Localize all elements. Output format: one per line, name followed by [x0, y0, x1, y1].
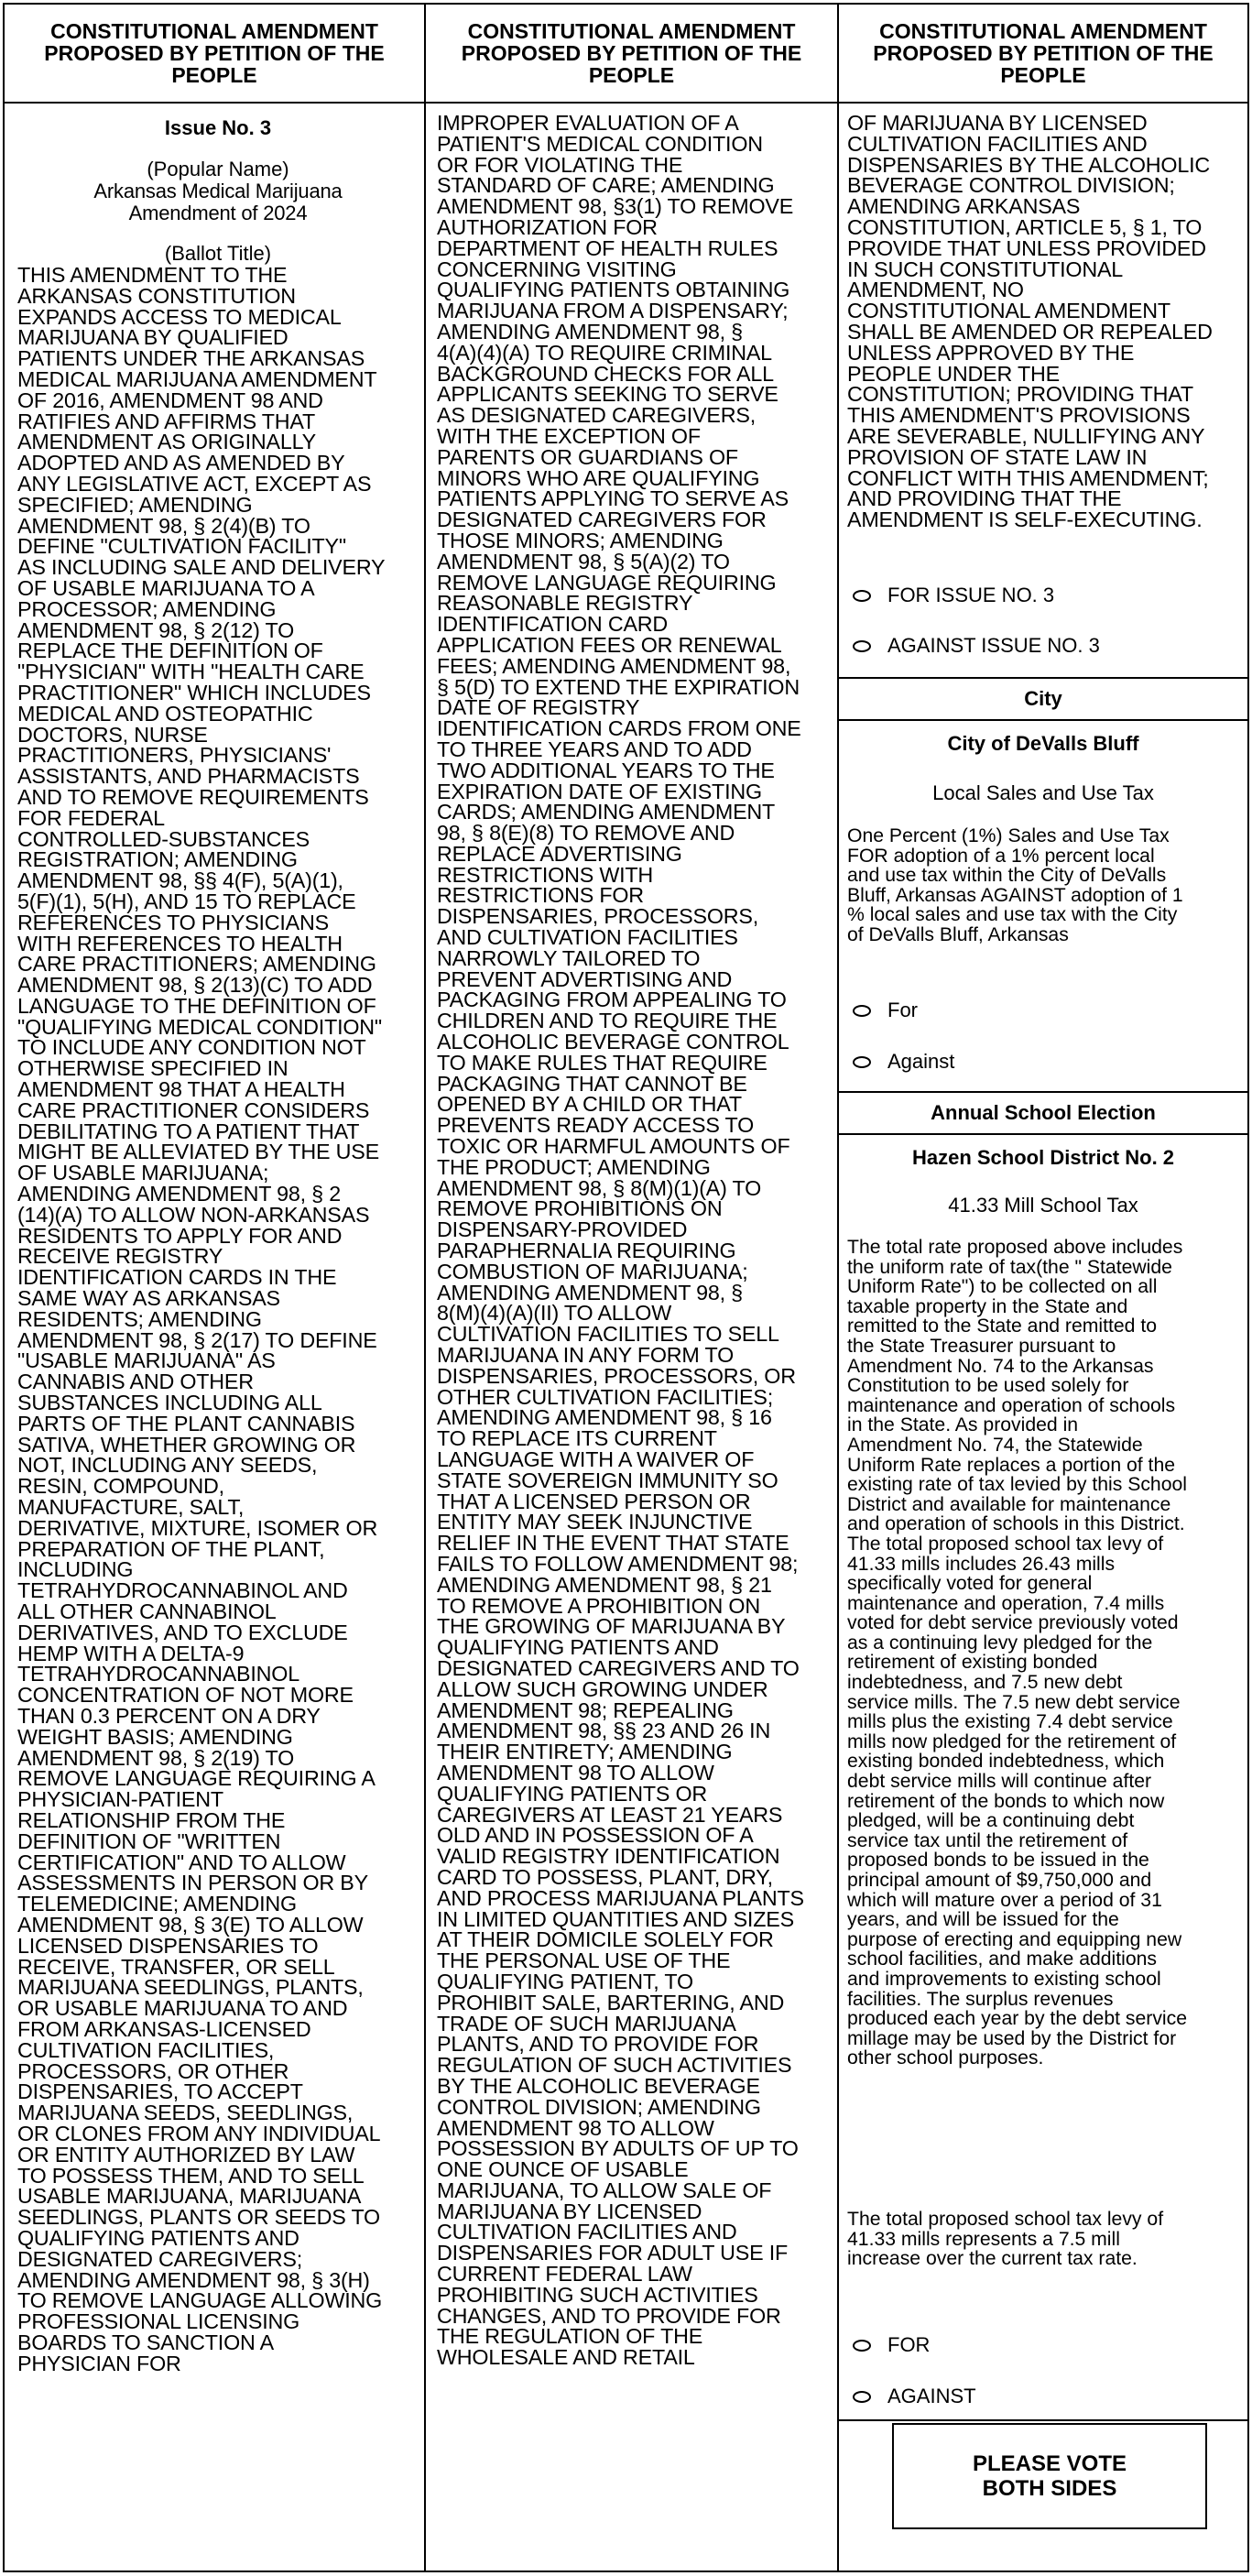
section-header-school: Annual School Election — [839, 1091, 1247, 1135]
option-against-school-tax[interactable] — [853, 2385, 976, 2408]
ballot-page — [3, 3, 1249, 2572]
popular-name: Arkansas Medical Marijuana Amendment of 2024 — [93, 180, 343, 224]
contest-name-school: Hazen School District No. 2 — [911, 1146, 1175, 1169]
section-header-city: City — [839, 677, 1247, 721]
issue-number: Issue No. 3 — [164, 116, 272, 139]
option-for-issue-3[interactable] — [853, 584, 1054, 607]
school-tax-description: The total rate proposed above includes the uniform rate of tax(the " Statewide Uniform Rate") to be collected on all taxable property in the State and remitted to the State and remitted to the State Treasurer pursuant to Amendment No. 74 to the Arkansas Constitution to be used solely for maintenance and operation of schools in the State. As provided in Amendment No. 74, the Statewide Uniform Rate replaces a portion of the existing rate of tax levied by this School District and available for maintenance and operation of schools in this District. The total proposed school tax levy of 41.33 mills includes 26.43 mills specifically voted for general maintenance and operation, 7.4 mills voted for debt service previously voted as a continuing levy pledged for the retirement of existing bonded indebtedness, and 7.5 new debt service mills. The 7.5 new debt service mills plus the existing 7.4 debt service mills now pledged for the retirement of existing bonded indebtedness, which debt service mills will continue after retirement of the bonds to which now pledged, will be a continuing debt service tax until the retirement of proposed bonds to be issued in the principal amount of $9,750,000 and which will mature over a period of 31 years, and will be issued for the purpose of erecting and equipping new school facilities, and make additions and improvements to existing school facilities. The surplus revenues produced each year by the debt service millage may be used by the District for other school purposes. — [847, 1237, 1188, 2069]
option-label: AGAINST ISSUE NO. 3 — [887, 634, 1100, 657]
option-against-city-tax[interactable] — [853, 1050, 954, 1074]
radio-oval-icon[interactable] — [853, 2340, 871, 2352]
divider — [839, 2419, 1247, 2421]
column-3 — [839, 5, 1247, 2571]
ballot-title-text-part3: OF MARIJUANA BY LICENSED CULTIVATION FACILITIES AND DISPENSARIES BY THE ALCOHOLIC BEVERAGE CONTROL DIVISION; AMENDING ARKANSAS CONSTITUTION, ARTICLE 5, § 1, TO PROVIDE THAT UNLESS PROVIDED IN SUCH CONSTITUTIONAL AMENDMENT, NO CONSTITUTIONAL AMENDMENT SHALL BE AMENDED OR REPEALED UNLESS APPROVED BY THE PEOPLE UNDER THE CONSTITUTION; PROVIDING THAT THIS AMENDMENT'S PROVISIONS ARE SEVERABLE, NULLIFYING ANY PROVISION OF STATE LAW IN CONFLICT WITH THIS AMENDMENT; AND PROVIDING THAT THE AMENDMENT IS SELF-EXECUTING. — [847, 111, 1213, 532]
radio-oval-icon[interactable] — [853, 640, 871, 652]
option-label: FOR ISSUE NO. 3 — [887, 584, 1055, 606]
school-tax-summary: The total proposed school tax levy of 41.33 mills represents a 7.5 mill increase over the current tax rate. — [847, 2209, 1164, 2270]
column-header: CONSTITUTIONAL AMENDMENT PROPOSED BY PETITION OF THE PEOPLE — [5, 5, 424, 104]
please-vote-both-sides-box: PLEASE VOTE BOTH SIDES — [892, 2423, 1207, 2529]
city-tax-description: One Percent (1%) Sales and Use Tax FOR adoption of a 1% percent local and use tax within the City of DeValls Bluff, Arkansas AGAINST adoption of 1 % local sales and use tax with the City of DeValls Bluff, Arkansas — [847, 825, 1183, 945]
ballot-title-label: (Ballot Title) — [164, 242, 272, 265]
contest-subtitle-school: 41.33 Mill School Tax — [948, 1194, 1138, 1217]
option-for-school-tax[interactable] — [853, 2333, 930, 2357]
radio-oval-icon[interactable] — [853, 1056, 871, 1068]
option-label: AGAINST — [887, 2385, 976, 2407]
ballot-title-text-part1: THIS AMENDMENT TO THE ARKANSAS CONSTITUTION EXPANDS ACCESS TO MEDICAL MARIJUANA BY QUALIFIED PATIENTS UNDER THE ARKANSAS MEDICAL MARIJUANA AMENDMENT OF 2016, AMENDMENT 98 AND RATIFIES AND AFFIRMS THAT AMENDMENT AS ORIGINALLY ADOPTED AND AS AMENDED BY ANY LEGISLATIVE ACT, EXCEPT AS SPECIFIED; AMENDING AMENDMENT 98, § 2(4)(B) TO DEFINE "CULTIVATION FACILITY" AS INCLUDING SALE AND DELIVERY OF USABLE MARIJUANA TO A PROCESSOR; AMENDING AMENDMENT 98, § 2(12) TO REPLACE THE DEFINITION OF "PHYSICIAN" WITH "HEALTH CARE PRACTITIONER" WHICH INCLUDES MEDICAL AND OSTEOPATHIC DOCTORS, NURSE PRACTITIONERS, PHYSICIANS' ASSISTANTS, AND PHARMACISTS AND TO REMOVE REQUIREMENTS FOR FEDERAL CONTROLLED-SUBSTANCES REGISTRATION; AMENDING AMENDMENT 98, §§ 4(F), 5(A)(1), 5(F)(1), 5(H), AND 15 TO REPLACE REFERENCES TO PHYSICIANS WITH REFERENCES TO HEALTH CARE PRACTITIONERS; AMENDING AMENDMENT 98, § 2(13)(C) TO ADD LANGUAGE TO THE DEFINITION OF "QUALIFYING MEDICAL CONDITION" TO INCLUDE ANY CONDITION NOT OTHERWISE SPECIFIED IN AMENDMENT 98 THAT A HEALTH CARE PRACTITIONER CONSIDERS DEBILITATING TO A PATIENT THAT MIGHT BE ALLEVIATED BY THE USE OF USABLE MARIJUANA; AMENDING AMENDMENT 98, § 2 (14)(A) TO ALLOW NON-ARKANSAS RESIDENTS TO APPLY FOR AND RECEIVE REGISTRY IDENTIFICATION CARDS IN THE SAME WAY AS ARKANSAS RESIDENTS; AMENDING AMENDMENT 98, § 2(17) TO DEFINE "USABLE MARIJUANA" AS CANNABIS AND OTHER SUBSTANCES INCLUDING ALL PARTS OF THE PLANT CANNABIS SATIVA, WHETHER GROWING OR NOT, INCLUDING ANY SEEDS, RESIN, COMPOUND, MANUFACTURE, SALT, DERIVATIVE, MIXTURE, ISOMER OR PREPARATION OF THE PLANT, INCLUDING TETRAHYDROCANNABINOL AND ALL OTHER CANNABINOL DERIVATIVES, AND TO EXCLUDE HEMP WITH A DELTA-9 TETRAHYDROCANNABINOL CONCENTRATION OF NOT MORE THAN 0.3 PERCENT ON A DRY WEIGHT BASIS; AMENDING AMENDMENT 98, § 2(19) TO REMOVE LANGUAGE REQUIRING A PHYSICIAN-PATIENT RELATIONSHIP FROM THE DEFINITION OF "WRITTEN CERTIFICATION" AND TO ALLOW ASSESSMENTS IN PERSON OR BY TELEMEDICINE; AMENDING AMENDMENT 98, § 3(E) TO ALLOW LICENSED DISPENSARIES TO RECEIVE, TRANSFER, OR SELL MARIJUANA SEEDLINGS, PLANTS, OR USABLE MARIJUANA TO AND FROM ARKANSAS-LICENSED CULTIVATION FACILITIES, PROCESSORS, OR OTHER DISPENSARIES, TO ACCEPT MARIJUANA SEEDS, SEEDLINGS, OR CLONES FROM ANY INDIVIDUAL OR ENTITY AUTHORIZED BY LAW TO POSSESS THEM, AND TO SELL USABLE MARIJUANA, MARIJUANA SEEDLINGS, PLANTS OR SEEDS TO QUALIFYING PATIENTS AND DESIGNATED CAREGIVERS; AMENDING AMENDMENT 98, § 3(H) TO REMOVE LANGUAGE ALLOWING PROFESSIONAL LICENSING BOARDS TO SANCTION A PHYSICIAN FOR — [17, 263, 386, 2375]
option-label: FOR — [887, 2333, 931, 2356]
column-header: CONSTITUTIONAL AMENDMENT PROPOSED BY PETITION OF THE PEOPLE — [426, 5, 837, 104]
radio-oval-icon[interactable] — [853, 2391, 871, 2403]
radio-oval-icon[interactable] — [853, 590, 871, 602]
column-header: CONSTITUTIONAL AMENDMENT PROPOSED BY PETITION OF THE PEOPLE — [839, 5, 1247, 104]
column-1 — [5, 5, 426, 2571]
option-label: For — [887, 999, 918, 1021]
radio-oval-icon[interactable] — [853, 1005, 871, 1017]
option-for-city-tax[interactable] — [853, 999, 918, 1022]
option-against-issue-3[interactable] — [853, 634, 1100, 658]
popular-name-label: (Popular Name) — [147, 158, 289, 180]
option-label: Against — [887, 1050, 955, 1073]
contest-name-city: City of DeValls Bluff — [947, 732, 1139, 755]
column-2 — [426, 5, 839, 2571]
ballot-title-text-part2: IMPROPER EVALUATION OF A PATIENT'S MEDICAL CONDITION OR FOR VIOLATING THE STANDARD OF CARE; AMENDING AMENDMENT 98, §3(1) TO REMOVE AUTHORIZATION FOR DEPARTMENT OF HEALTH RULES CONCERNING VISITING QUALIFYING PATIENTS OBTAINING MARIJUANA FROM A DISPENSARY; AMENDING AMENDMENT 98, § 4(A)(4)(A) TO REQUIRE CRIMINAL BACKGROUND CHECKS FOR ALL APPLICANTS SEEKING TO SERVE AS DESIGNATED CAREGIVERS, WITH THE EXCEPTION OF PARENTS OR GUARDIANS OF MINORS WHO ARE QUALIFYING PATIENTS APPLYING TO SERVE AS DESIGNATED CAREGIVERS FOR THOSE MINORS; AMENDING AMENDMENT 98, § 5(A)(2) TO REMOVE LANGUAGE REQUIRING REASONABLE REGISTRY IDENTIFICATION CARD APPLICATION FEES OR RENEWAL FEES; AMENDING AMENDMENT 98, § 5(D) TO EXTEND THE EXPIRATION DATE OF REGISTRY IDENTIFICATION CARDS FROM ONE TO THREE YEARS AND TO ADD TWO ADDITIONAL YEARS TO THE EXPIRATION DATE OF EXISTING CARDS; AMENDING AMENDMENT 98, § 8(E)(8) TO REMOVE AND REPLACE ADVERTISING RESTRICTIONS WITH RESTRICTIONS FOR DISPENSARIES, PROCESSORS, AND CULTIVATION FACILITIES NARROWLY TAILORED TO PREVENT ADVERTISING AND PACKAGING FROM APPEALING TO CHILDREN AND TO REQUIRE THE ALCOHOLIC BEVERAGE CONTROL TO MAKE RULES THAT REQUIRE PACKAGING THAT CANNOT BE OPENED BY A CHILD OR THAT PREVENTS READY ACCESS TO TOXIC OR HARMFUL AMOUNTS OF THE PRODUCT; AMENDING AMENDMENT 98, § 8(M)(1)(A) TO REMOVE PROHIBITIONS ON DISPENSARY-PROVIDED PARAPHERNALIA REQUIRING COMBUSTION OF MARIJUANA; AMENDING AMENDMENT 98, § 8(M)(4)(A)(II) TO ALLOW CULTIVATION FACILITIES TO SELL MARIJUANA IN ANY FORM TO DISPENSARIES, PROCESSORS, OR OTHER CULTIVATION FACILITIES; AMENDING AMENDMENT 98, § 16 TO REPLACE ITS CURRENT LANGUAGE WITH A WAIVER OF STATE SOVEREIGN IMMUNITY SO THAT A LICENSED PERSON OR ENTITY MAY SEEK INJUNCTIVE RELIEF IN THE EVENT THAT STATE FAILS TO FOLLOW AMENDMENT 98; AMENDING AMENDMENT 98, § 21 TO REMOVE A PROHIBITION ON THE GROWING OF MARIJUANA BY QUALIFYING PATIENTS AND DESIGNATED CAREGIVERS AND TO ALLOW SUCH GROWING UNDER AMENDMENT 98; REPEALING AMENDMENT 98, §§ 23 AND 26 IN THEIR ENTIRETY; AMENDING AMENDMENT 98 TO ALLOW QUALIFYING PATIENTS OR CAREGIVERS AT LEAST 21 YEARS OLD AND IN POSSESSION OF A VALID REGISTRY IDENTIFICATION CARD TO POSSESS, PLANT, DRY, AND PROCESS MARIJUANA PLANTS IN LIMITED QUANTITIES AND SIZES AT THEIR DOMICILE SOLELY FOR THE PERSONAL USE OF THE QUALIFYING PATIENT, TO PROHIBIT SALE, BARTERING, AND TRADE OF SUCH MARIJUANA PLANTS, AND TO PROVIDE FOR REGULATION OF SUCH ACTIVITIES BY THE ALCOHOLIC BEVERAGE CONTROL DIVISION; AMENDING AMENDMENT 98 TO ALLOW POSSESSION BY ADULTS OF UP TO ONE OUNCE OF USABLE MARIJUANA, TO ALLOW SALE OF MARIJUANA BY LICENSED CULTIVATION FACILITIES AND DISPENSARIES FOR ADULT USE IF CURRENT FEDERAL LAW PROHIBITING SUCH ACTIVITIES CHANGES, AND TO PROVIDE FOR THE REGULATION OF THE WHOLESALE AND RETAIL — [437, 111, 804, 2370]
contest-subtitle-city: Local Sales and Use Tax — [932, 781, 1154, 804]
